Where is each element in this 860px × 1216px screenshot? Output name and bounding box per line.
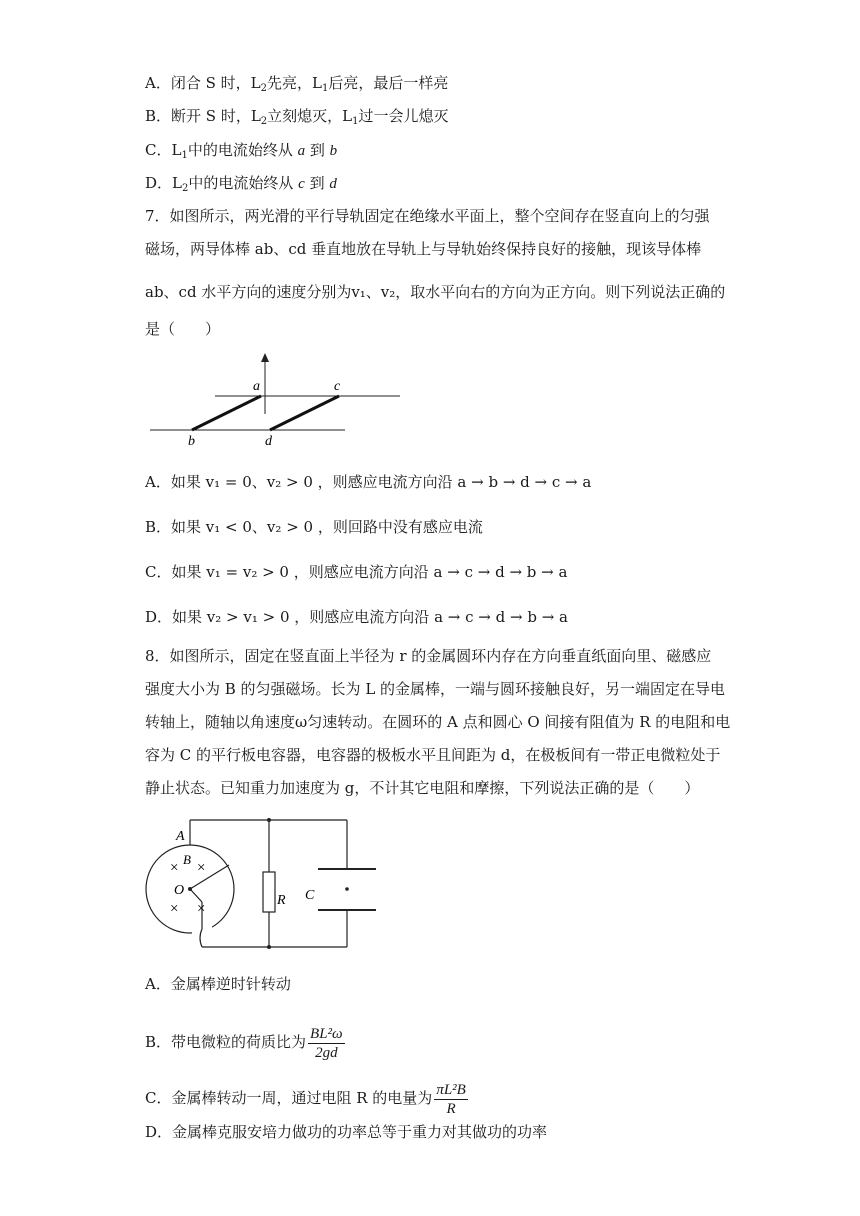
q8-stem-line3: 转轴上，随轴以角速度ω匀速转动。在圆环的 A 点和圆心 O 间接有阻值为 R 的电阻和电 — [145, 713, 731, 731]
resistor — [263, 872, 275, 912]
label-A: A — [176, 829, 185, 844]
q7-option-a: A．如果 v₁ = 0、v₂ > 0 ，则感应电流方向沿 a → b → d → c → a — [145, 473, 592, 491]
label-C: C — [305, 888, 315, 903]
cross-icon: × — [197, 901, 206, 917]
axis-dot — [188, 887, 192, 891]
cross-icon: × — [197, 860, 206, 876]
q8-option-b: B．带电微粒的荷质比为 $\frac{\text{BL²ω}}{2gd}$ — [145, 1025, 343, 1061]
q8-option-c: C．金属棒转动一周，通过电阻 R 的电量为 $\frac{\text{πL²B}}{R}$ — [145, 1081, 466, 1117]
q8-stem-line2: 强度大小为 B 的匀强磁场。长为 L 的金属棒，一端与圆环接触良好，另一端固定在导电 — [145, 680, 726, 698]
q8-stem-line1: 8．如图所示，固定在竖直面上半径为 r 的金属圆环内存在方向垂直纸面向里、磁感应 — [145, 647, 712, 665]
label-b: b — [188, 434, 195, 449]
q8-circuit-figure — [140, 812, 390, 957]
charged-particle — [345, 887, 349, 891]
fraction-b: $\frac{\text{BL²ω}}{2gd}$ — [310, 1025, 343, 1061]
label-d: d — [265, 434, 272, 449]
q8-stem-line5: 静止状态。已知重力加速度为 g，不计其它电阻和摩擦，下列说法正确的是（ ） — [145, 779, 700, 797]
q7-stem-line1: 7．如图所示，两光滑的平行导轨固定在绝缘水平面上，整个空间存在竖直向上的匀强 — [145, 207, 710, 225]
q8-option-d: D．金属棒克服安培力做功的功率总等于重力对其做功的功率 — [145, 1123, 548, 1141]
cross-icon: × — [170, 860, 179, 876]
label-O: O — [174, 883, 185, 898]
rod-ab — [192, 396, 261, 430]
cross-icon: × — [170, 901, 179, 917]
q7-rails-figure — [145, 350, 410, 450]
label-a: a — [253, 379, 260, 394]
q7-option-d: D．如果 v₂ > v₁ > 0 ，则感应电流方向沿 a → c → d → b → a — [145, 608, 568, 626]
rod-cd — [270, 396, 339, 430]
junction-top — [267, 818, 271, 822]
label-B: B — [183, 852, 191, 867]
junction-bottom — [267, 945, 271, 949]
q8-option-a: A．金属棒逆时针转动 — [145, 975, 291, 993]
label-c: c — [334, 379, 341, 394]
metal-rod — [190, 865, 229, 889]
q7-stem-line4: 是（ ） — [145, 320, 221, 338]
q6-option-c: C．$L_1$中的电流始终从 a 到 b — [145, 141, 338, 161]
label-R: R — [277, 893, 286, 908]
q6-option-a: A．闭合 S 时，$L_2$先亮，$L_1$后亮，最后一样亮 — [145, 74, 449, 94]
q7-option-b: B．如果 v₁ < 0、v₂ > 0 ，则回路中没有感应电流 — [145, 518, 483, 536]
q7-option-c: C．如果 v₁ = v₂ > 0 ，则感应电流方向沿 a → c → d → b → a — [145, 563, 568, 581]
q8-stem-line4: 容为 C 的平行板电容器，电容器的极板水平且间距为 d，在极板间有一带正电微粒处于 — [145, 746, 721, 764]
fraction-c: $\frac{\text{πL²B}}{R}$ — [436, 1081, 466, 1117]
q6-option-d: D．$L_2$中的电流始终从 c 到 d — [145, 174, 337, 194]
q7-stem-line3: ab、cd 水平方向的速度分别为v₁、v₂，取水平向右的方向为正方向。则下列说法正确的 — [145, 283, 726, 301]
q7-stem-line2: 磁场，两导体棒 ab、cd 垂直地放在导轨上与导轨始终保持良好的接触，现该导体棒 — [145, 240, 702, 258]
q6-option-b: B．断开 S 时，$L_2$立刻熄灭，$L_1$过一会儿熄灭 — [145, 107, 449, 127]
arrow-head-icon — [261, 353, 269, 362]
